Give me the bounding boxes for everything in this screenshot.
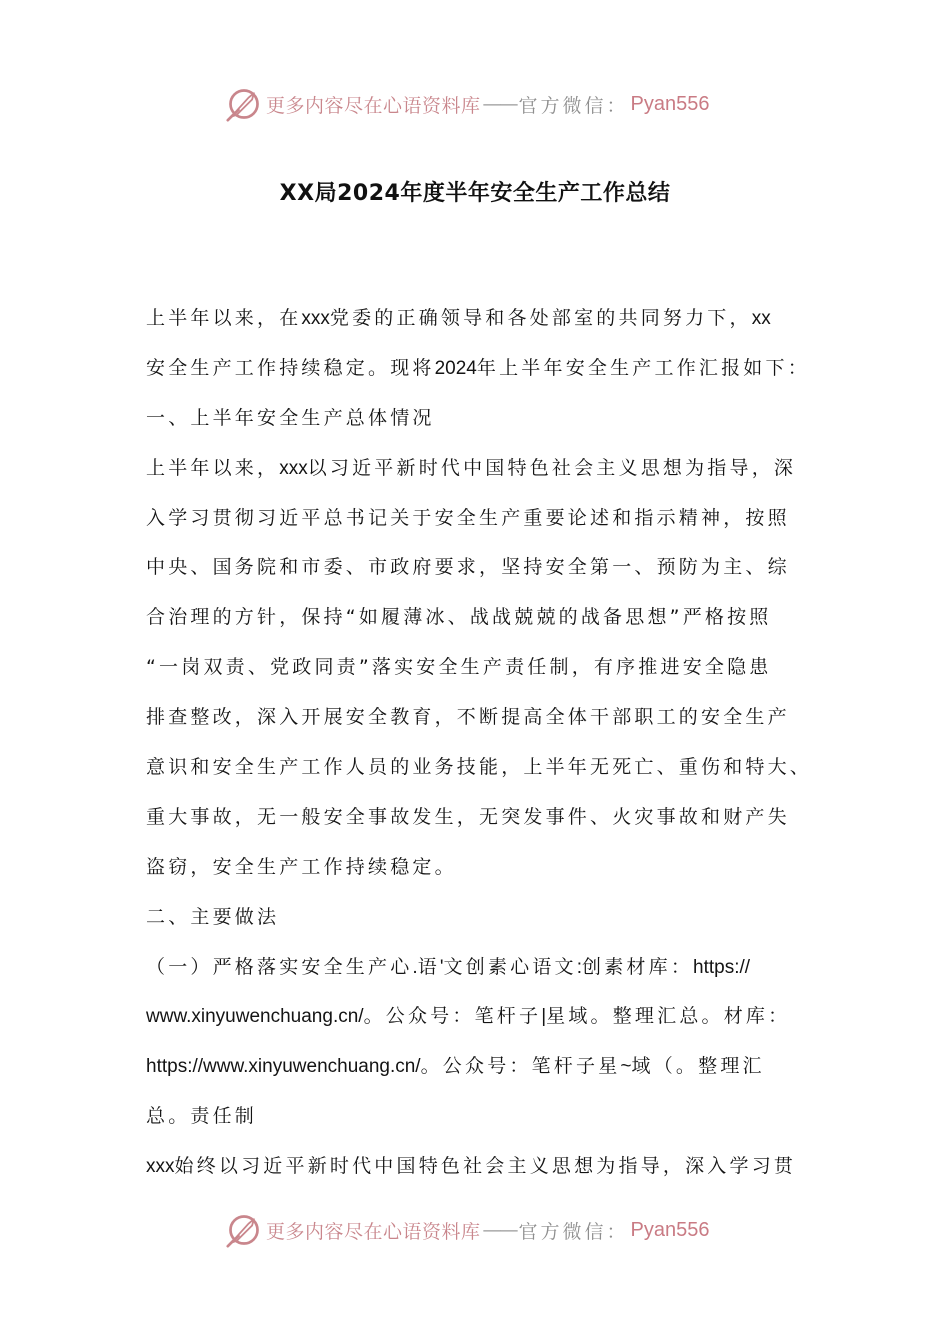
paragraph-line: 安全生产工作持续稳定。现将2024年上半年安全生产工作汇报如下：: [146, 356, 810, 379]
paragraph-line: 盗窃，安全生产工作持续稳定。: [146, 855, 457, 878]
paragraph-line: 总。责任制: [146, 1105, 258, 1128]
paragraph-line: xxx始终以习近平新时代中国特色社会主义思想为指导，深入学习贯: [146, 1155, 797, 1178]
paragraph-line: https://www.xinyuwenchuang.cn/。公众号：笔杆子星~域（。整理汇: [146, 1055, 765, 1078]
paragraph-line: 入学习贯彻习近平总书记关于安全生产重要论述和指示精神，按照: [146, 506, 790, 529]
paragraph-line: 意识和安全生产工作人员的业务技能，上半年无死亡、重伤和特大、: [146, 756, 813, 779]
watermark-account: Pyan556: [630, 1218, 710, 1241]
paragraph-line: www.xinyuwenchuang.cn/。公众号：笔杆子|星域。整理汇总。材库：: [146, 1005, 791, 1028]
watermark-text: 更多内容尽在心语资料库: [266, 1220, 481, 1243]
watermark-separator: ——: [482, 1219, 517, 1241]
paragraph-line: 排查整改，深入开展安全教育，不断提高全体干部职工的安全生产: [146, 706, 790, 729]
paragraph-line: 上半年以来，在xxx党委的正确领导和各处部室的共同努力下，xx: [146, 307, 771, 329]
watermark-banner-bottom: [226, 1210, 710, 1250]
watermark-label: 官方微信：: [518, 1220, 629, 1243]
paragraph-line: 中央、国务院和市委、市政府要求，坚持安全第一、预防为主、综: [146, 556, 790, 579]
paragraph-line: 重大事故，无一般安全事故发生，无突发事件、火灾事故和财产失: [146, 805, 790, 828]
watermark-label: 官方微信：: [518, 94, 629, 117]
watermark-account: Pyan556: [630, 92, 710, 115]
paragraph-line: 一、上半年安全生产总体情况: [146, 406, 435, 429]
watermark-separator: ——: [482, 93, 517, 115]
paragraph-line: 合治理的方针，保持“如履薄冰、战战兢兢的战备思想”严格按照: [146, 606, 772, 629]
pen-nib-logo-icon: [226, 86, 262, 122]
paragraph-line: 二、主要做法: [146, 905, 280, 928]
watermark-banner-top: [226, 84, 710, 124]
paragraph-line: 上半年以来，xxx以习近平新时代中国特色社会主义思想为指导，深: [146, 456, 797, 479]
document-body: [146, 298, 816, 1196]
watermark-text: 更多内容尽在心语资料库: [266, 94, 481, 117]
paragraph-line: “一岗双责、党政同责”落实安全生产责任制，有序推进安全隐患: [146, 656, 772, 679]
pen-nib-logo-icon: [226, 1212, 262, 1248]
document-title: XX局2024年度半年安全生产工作总结: [279, 181, 671, 206]
paragraph-line: （一）严格落实安全生产心.语'文创素心语文:创素材库：https://: [146, 955, 751, 978]
